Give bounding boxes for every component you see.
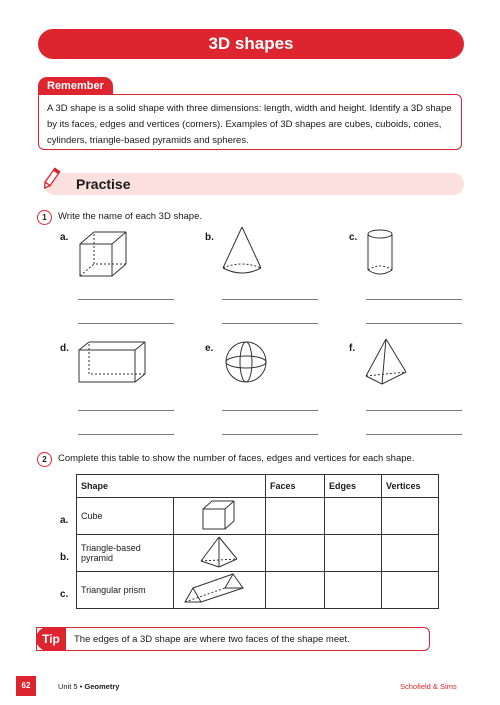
answer-line-b-1[interactable] (222, 299, 318, 300)
cube-icon (199, 498, 239, 532)
table-row (77, 535, 439, 572)
table-row (77, 498, 439, 535)
tip-text: The edges of a 3D shape are where two faces of the shape meet. (74, 634, 350, 645)
answer-line-f-1[interactable] (366, 410, 462, 411)
question-1-text: Write the name of each 3D shape. (58, 211, 202, 222)
q1-item-c-label: c. (349, 232, 358, 243)
answer-line-a-2[interactable] (78, 323, 174, 324)
table-cell-vertices-input[interactable] (382, 572, 439, 609)
footer-unit (58, 682, 119, 691)
table-cell-vertices-input[interactable] (382, 535, 439, 572)
answer-line-d-2[interactable] (78, 434, 174, 435)
table-cell-edges-input[interactable] (325, 498, 382, 535)
pencil-icon (38, 166, 64, 192)
q1-item-d-label: d. (60, 343, 69, 354)
answer-line-e-2[interactable] (222, 434, 318, 435)
q1-item-b-label: b. (205, 232, 214, 243)
triangular-prism-icon (181, 572, 257, 606)
q2-row-b-label: b. (60, 552, 69, 563)
table-cell-edges-input[interactable] (325, 535, 382, 572)
page-title: 3D shapes (38, 29, 464, 59)
q1-item-e-label: e. (205, 343, 214, 354)
answer-line-c-1[interactable] (366, 299, 462, 300)
table-cell-vertices-input[interactable] (382, 498, 439, 535)
cube-icon (76, 226, 132, 280)
answer-line-a-1[interactable] (78, 299, 174, 300)
table-header-vertices: Vertices (382, 475, 439, 498)
question-2-text: Complete this table to show the number of faces, edges and vertices for each shape. (58, 453, 415, 464)
remember-box (38, 94, 462, 150)
question-2-number: 2 (37, 452, 52, 467)
answer-line-d-1[interactable] (78, 410, 174, 411)
cone-icon (218, 224, 268, 280)
table-cell-shape-name: Triangular prism (77, 572, 174, 609)
sphere-icon (222, 338, 270, 386)
pyramid-icon (197, 535, 241, 569)
answer-line-b-2[interactable] (222, 323, 318, 324)
table-cell-shape-name: Cube (77, 498, 174, 535)
table-header-edges: Edges (325, 475, 382, 498)
tip-label: Tip (36, 627, 66, 651)
table-cell-faces-input[interactable] (266, 535, 325, 572)
table-cell-edges-input[interactable] (325, 572, 382, 609)
practise-heading: Practise (76, 176, 131, 192)
table-cell-shape-image (173, 498, 265, 535)
answer-line-c-2[interactable] (366, 323, 462, 324)
cuboid-icon (76, 338, 148, 386)
answer-line-f-2[interactable] (366, 434, 462, 435)
page-number: 62 (16, 676, 36, 696)
remember-label: Remember (38, 77, 113, 95)
table-row (77, 572, 439, 609)
footer-unit-name: Geometry (84, 682, 120, 691)
remember-text: A 3D shape is a solid shape with three dimensions: length, width and height. Identify a 3D shape by its faces, edges and vertices (corners). Examples of 3D shapes are cubes, cuboids, cones, cylinders, triangle-based pyramids and spheres. (47, 103, 452, 146)
q2-row-a-label: a. (60, 515, 69, 526)
table-cell-faces-input[interactable] (266, 572, 325, 609)
table-cell-shape-name: Triangle-based pyramid (77, 535, 174, 572)
q1-item-a-label: a. (60, 232, 69, 243)
pyramid-icon (362, 336, 412, 388)
footer-publisher: Schofield & Sims (400, 682, 457, 691)
cylinder-icon (362, 226, 398, 278)
table-cell-shape-image (173, 572, 265, 609)
table-header-shape: Shape (77, 475, 266, 498)
table-header-faces: Faces (266, 475, 325, 498)
table-cell-faces-input[interactable] (266, 498, 325, 535)
q2-row-c-label: c. (60, 589, 69, 600)
question-1-number: 1 (37, 210, 52, 225)
table-cell-shape-image (173, 535, 265, 572)
footer-unit-prefix: Unit 5 • (58, 682, 83, 691)
shape-properties-table (76, 474, 439, 609)
q1-item-f-label: f. (349, 343, 356, 354)
answer-line-e-1[interactable] (222, 410, 318, 411)
